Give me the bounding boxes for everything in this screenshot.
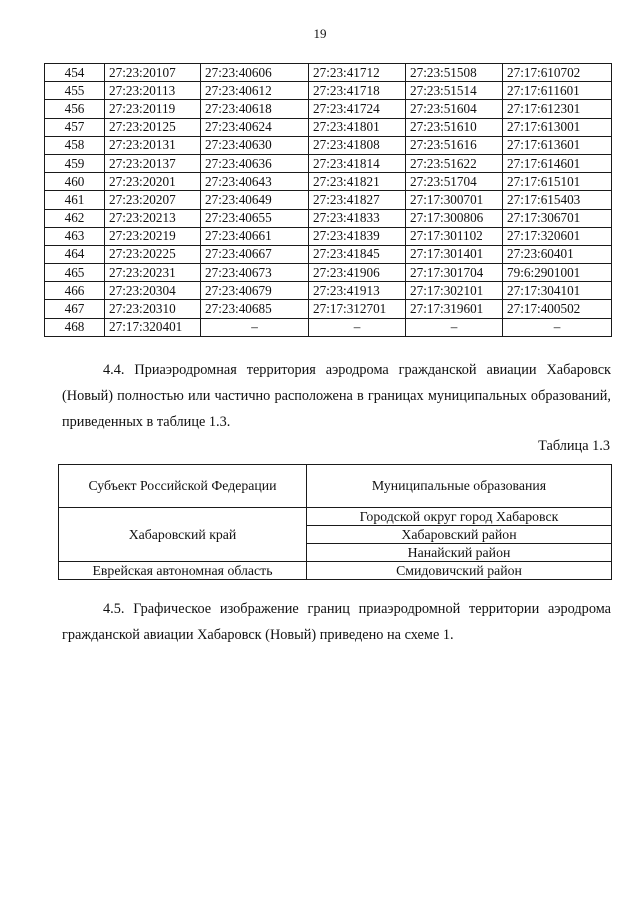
- cadastral-number-cell: 27:23:51604: [406, 100, 503, 118]
- paragraph-4-4: 4.4. Приаэродромная территория аэродрома гражданской авиации Хабаровск (Новый) полностью или частично расположена в границах муниципальных образований, приведенных в таблице 1.3.: [62, 362, 611, 430]
- cadastral-number-cell: 27:17:612301: [503, 100, 612, 118]
- cadastral-table: [44, 63, 612, 337]
- cadastral-number-cell: –: [201, 318, 309, 336]
- cadastral-number-cell: 27:23:41814: [309, 154, 406, 172]
- cadastral-number-cell: 27:17:613601: [503, 136, 612, 154]
- cadastral-number-cell: 27:17:306701: [503, 209, 612, 227]
- row-number-cell: 454: [45, 64, 105, 82]
- table-row: [45, 154, 612, 172]
- cadastral-number-cell: 27:23:41821: [309, 173, 406, 191]
- cadastral-number-cell: 79:6:2901001: [503, 264, 612, 282]
- cadastral-number-cell: –: [406, 318, 503, 336]
- cadastral-number-cell: 27:23:20231: [105, 264, 201, 282]
- table-row: [45, 300, 612, 318]
- table-caption: Таблица 1.3: [538, 438, 610, 454]
- cadastral-number-cell: 27:23:41845: [309, 245, 406, 263]
- table-row: [45, 118, 612, 136]
- table-row: [45, 173, 612, 191]
- table-row: [45, 282, 612, 300]
- cadastral-number-cell: –: [309, 318, 406, 336]
- row-number-cell: 468: [45, 318, 105, 336]
- paragraph-4-5: 4.5. Графическое изображение границ приаэродромной территории аэродрома гражданской авиации Хабаровск (Новый) приведено на схеме 1.: [62, 601, 611, 643]
- cadastral-number-cell: 27:23:51610: [406, 118, 503, 136]
- cadastral-number-cell: 27:17:301102: [406, 227, 503, 245]
- cadastral-number-cell: 27:23:20201: [105, 173, 201, 191]
- page-number: 19: [313, 26, 327, 41]
- cadastral-number-cell: 27:23:20137: [105, 154, 201, 172]
- cadastral-number-cell: 27:23:40655: [201, 209, 309, 227]
- cadastral-number-cell: 27:23:40618: [201, 100, 309, 118]
- cadastral-number-cell: 27:17:300701: [406, 191, 503, 209]
- row-number-cell: 465: [45, 264, 105, 282]
- cadastral-number-cell: 27:23:20107: [105, 64, 201, 82]
- cadastral-number-cell: 27:23:41839: [309, 227, 406, 245]
- cadastral-number-cell: 27:23:51616: [406, 136, 503, 154]
- cadastral-number-cell: 27:23:20213: [105, 209, 201, 227]
- table-row: [45, 318, 612, 336]
- cadastral-number-cell: 27:23:20131: [105, 136, 201, 154]
- header-municipal: Муниципальные образования: [307, 465, 612, 508]
- cadastral-number-cell: 27:23:40667: [201, 245, 309, 263]
- cadastral-number-cell: 27:23:41724: [309, 100, 406, 118]
- cadastral-number-cell: 27:23:40685: [201, 300, 309, 318]
- cadastral-number-cell: 27:23:40636: [201, 154, 309, 172]
- cadastral-number-cell: 27:23:20207: [105, 191, 201, 209]
- header-subject: Субъект Российской Федерации: [59, 465, 307, 508]
- cadastral-number-cell: 27:17:302101: [406, 282, 503, 300]
- cadastral-number-cell: –: [503, 318, 612, 336]
- cadastral-number-cell: 27:23:40612: [201, 82, 309, 100]
- cadastral-number-cell: 27:17:610702: [503, 64, 612, 82]
- cadastral-number-cell: 27:23:51704: [406, 173, 503, 191]
- subject-jewish-oblast: Еврейская автономная область: [59, 562, 307, 580]
- cadastral-number-cell: 27:23:40649: [201, 191, 309, 209]
- cadastral-number-cell: 27:23:40606: [201, 64, 309, 82]
- cadastral-number-cell: 27:23:41808: [309, 136, 406, 154]
- row-number-cell: 455: [45, 82, 105, 100]
- table-row: [45, 100, 612, 118]
- table-row: [59, 508, 612, 526]
- cadastral-number-cell: 27:23:40661: [201, 227, 309, 245]
- cadastral-number-cell: 27:23:41906: [309, 264, 406, 282]
- municipality-cell: Хабаровский район: [307, 526, 612, 544]
- municipal-table-header: [59, 465, 612, 508]
- cadastral-number-cell: 27:23:41827: [309, 191, 406, 209]
- row-number-cell: 459: [45, 154, 105, 172]
- cadastral-number-cell: 27:17:300806: [406, 209, 503, 227]
- table-row: [45, 82, 612, 100]
- cadastral-number-cell: 27:17:320401: [105, 318, 201, 336]
- municipality-cell: Нанайский район: [307, 544, 612, 562]
- cadastral-number-cell: 27:17:304101: [503, 282, 612, 300]
- row-number-cell: 466: [45, 282, 105, 300]
- cadastral-number-cell: 27:17:615101: [503, 173, 612, 191]
- municipal-table: [58, 464, 612, 580]
- cadastral-number-cell: 27:23:51514: [406, 82, 503, 100]
- cadastral-number-cell: 27:23:40679: [201, 282, 309, 300]
- row-number-cell: 462: [45, 209, 105, 227]
- cadastral-number-cell: 27:23:51622: [406, 154, 503, 172]
- cadastral-number-cell: 27:23:20225: [105, 245, 201, 263]
- cadastral-number-cell: 27:23:41718: [309, 82, 406, 100]
- cadastral-number-cell: 27:23:20125: [105, 118, 201, 136]
- row-number-cell: 456: [45, 100, 105, 118]
- cadastral-number-cell: 27:23:20310: [105, 300, 201, 318]
- cadastral-number-cell: 27:17:613001: [503, 118, 612, 136]
- cadastral-number-cell: 27:23:51508: [406, 64, 503, 82]
- cadastral-number-cell: 27:23:40630: [201, 136, 309, 154]
- cadastral-number-cell: 27:23:20119: [105, 100, 201, 118]
- municipality-cell: Городской округ город Хабаровск: [307, 508, 612, 526]
- table-row: [45, 64, 612, 82]
- table-row: [45, 209, 612, 227]
- row-number-cell: 457: [45, 118, 105, 136]
- municipality-cell: Смидовичский район: [307, 562, 612, 580]
- row-number-cell: 467: [45, 300, 105, 318]
- table-row: [45, 227, 612, 245]
- table-row: [45, 264, 612, 282]
- cadastral-number-cell: 27:17:320601: [503, 227, 612, 245]
- cadastral-number-cell: 27:23:60401: [503, 245, 612, 263]
- table-row: [45, 245, 612, 263]
- cadastral-number-cell: 27:17:312701: [309, 300, 406, 318]
- cadastral-number-cell: 27:23:41712: [309, 64, 406, 82]
- row-number-cell: 463: [45, 227, 105, 245]
- table-row: [45, 136, 612, 154]
- cadastral-number-cell: 27:23:40673: [201, 264, 309, 282]
- row-number-cell: 458: [45, 136, 105, 154]
- cadastral-number-cell: 27:17:614601: [503, 154, 612, 172]
- cadastral-number-cell: 27:23:40643: [201, 173, 309, 191]
- cadastral-table-body: [45, 64, 612, 337]
- table-row: [45, 191, 612, 209]
- row-number-cell: 461: [45, 191, 105, 209]
- cadastral-number-cell: 27:23:41801: [309, 118, 406, 136]
- row-number-cell: 460: [45, 173, 105, 191]
- cadastral-number-cell: 27:23:41833: [309, 209, 406, 227]
- cadastral-number-cell: 27:17:615403: [503, 191, 612, 209]
- cadastral-number-cell: 27:17:301704: [406, 264, 503, 282]
- cadastral-number-cell: 27:17:301401: [406, 245, 503, 263]
- cadastral-number-cell: 27:17:611601: [503, 82, 612, 100]
- cadastral-number-cell: 27:23:20219: [105, 227, 201, 245]
- cadastral-number-cell: 27:23:20113: [105, 82, 201, 100]
- cadastral-number-cell: 27:17:319601: [406, 300, 503, 318]
- cadastral-number-cell: 27:23:40624: [201, 118, 309, 136]
- cadastral-number-cell: 27:23:20304: [105, 282, 201, 300]
- subject-khabarovsk-krai: Хабаровский край: [59, 508, 307, 562]
- cadastral-number-cell: 27:23:41913: [309, 282, 406, 300]
- row-number-cell: 464: [45, 245, 105, 263]
- table-row: [59, 562, 612, 580]
- cadastral-number-cell: 27:17:400502: [503, 300, 612, 318]
